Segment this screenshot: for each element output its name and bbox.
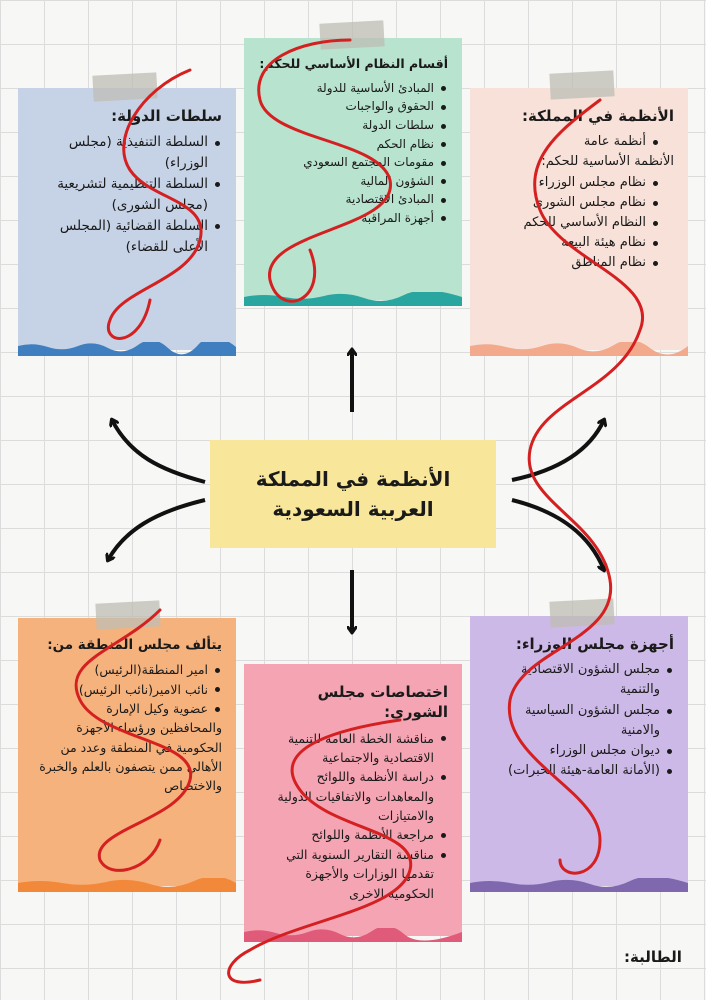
list-item: ديوان مجلس الوزراء — [482, 741, 674, 761]
state-powers-title: سلطات الدولة: — [111, 107, 222, 125]
list-item: السلطة التنفيذية (مجلس الوزراء) — [30, 132, 222, 174]
list-item: نظام مجلس الشورى — [482, 193, 660, 213]
list-item: الحقوق والواجبات — [256, 97, 448, 116]
basic-law-card — [244, 38, 462, 300]
tape — [92, 72, 157, 101]
list-item: أنظمة عامة — [482, 132, 660, 152]
list-item: مجلس الشؤون الاقتصادية والتنمية — [482, 660, 674, 700]
cabinet-bodies-list — [482, 660, 674, 781]
tape — [549, 598, 614, 627]
center-title-line-1: الأنظمة في المملكة — [255, 467, 451, 491]
torn-edge — [18, 342, 236, 356]
shura-powers-list — [256, 729, 448, 903]
list-item: (الأمانة العامة-هيئة الخبرات) — [482, 761, 674, 781]
torn-edge — [18, 878, 236, 892]
shura-powers-title: اختصاصات مجلس الشورى: — [317, 683, 448, 722]
arrow-right-down — [512, 500, 604, 570]
cabinet-bodies-card — [470, 616, 688, 886]
state-powers-list — [30, 132, 222, 258]
list-item: النظام الأساسي للحكم — [482, 213, 660, 233]
basic-law-title: أقسام النظام الأساسي للحكم: — [259, 56, 448, 71]
list-item: أجهزة المراقبة — [256, 209, 448, 228]
arrow-right-up — [512, 420, 604, 480]
shura-powers-card — [244, 664, 462, 936]
center-title-line-2: العربية السعودية — [272, 497, 434, 521]
list-item: مقومات المجتمع السعودي — [256, 153, 448, 172]
list-item: مناقشة الخطة العامة للتنمية الاقتصادية والاجتماعية — [256, 729, 448, 768]
arrow-left-up — [112, 420, 205, 482]
list-item: المبادئ الاقتصادية — [256, 190, 448, 209]
cabinet-bodies-title: أجهزة مجلس الوزراء: — [515, 635, 674, 653]
list-item: سلطات الدولة — [256, 116, 448, 135]
center-title-card — [210, 440, 496, 548]
list-item: الشؤون المالية — [256, 172, 448, 191]
arrow-left-down — [108, 500, 205, 560]
list-item: مراجعة الأنظمة واللوائح — [256, 825, 448, 844]
list-item: امير المنطقة(الرئيس) — [30, 660, 222, 679]
basic-law-list — [256, 79, 448, 228]
region-council-card — [18, 618, 236, 886]
list-item: دراسة الأنظمة واللوائح والمعاهدات والاتفاقيات الدولية والامتيازات — [256, 767, 448, 825]
list-item: مجلس الشؤون السياسية والامنية — [482, 701, 674, 741]
region-council-title: يتألف مجلس المنطقة من: — [47, 637, 222, 653]
list-item: نظام مجلس الوزراء — [482, 173, 660, 193]
torn-edge — [244, 928, 462, 942]
kingdom-systems-list — [482, 173, 660, 274]
student-label: الطالبة: — [624, 948, 682, 966]
torn-edge — [244, 292, 462, 306]
torn-edge — [470, 342, 688, 356]
list-item: نظام المناطق — [482, 253, 660, 273]
list-item: نظام الحكم — [256, 135, 448, 154]
list-item: مناقشة التقارير السنوية التي تقدمها الوزارات والأجهزة الحكومية الاخرى — [256, 845, 448, 903]
list-item: المبادئ الأساسية للدولة — [256, 79, 448, 98]
torn-edge — [470, 878, 688, 892]
tape — [319, 20, 384, 49]
list-item: نظام هيئة البيعة — [482, 233, 660, 253]
list-item: عضوية وكيل الإمارة — [30, 699, 222, 718]
state-powers-card — [18, 88, 236, 350]
tape — [549, 70, 614, 99]
kingdom-systems-top-list — [482, 132, 674, 152]
kingdom-systems-card — [470, 88, 688, 350]
kingdom-systems-title: الأنظمة في المملكة: — [522, 107, 674, 125]
region-council-tail: والمحافظين ورؤساء الأجهزة الحكومية في المنطقة وعدد من الأهالي ممن يتصفون بالعلم والخبرة والاختصاص — [39, 720, 222, 794]
region-council-list — [30, 660, 222, 718]
list-item: السلطة القضائية (المجلس الأعلى للقضاء) — [30, 216, 222, 258]
tape — [95, 600, 160, 629]
kingdom-systems-subtitle: الأنظمة الأساسية للحكم: — [541, 154, 674, 170]
list-item: نائب الامير(نائب الرئيس) — [30, 680, 222, 699]
list-item: السلطة التنظيمية لتشريعية (مجلس الشورى) — [30, 174, 222, 216]
